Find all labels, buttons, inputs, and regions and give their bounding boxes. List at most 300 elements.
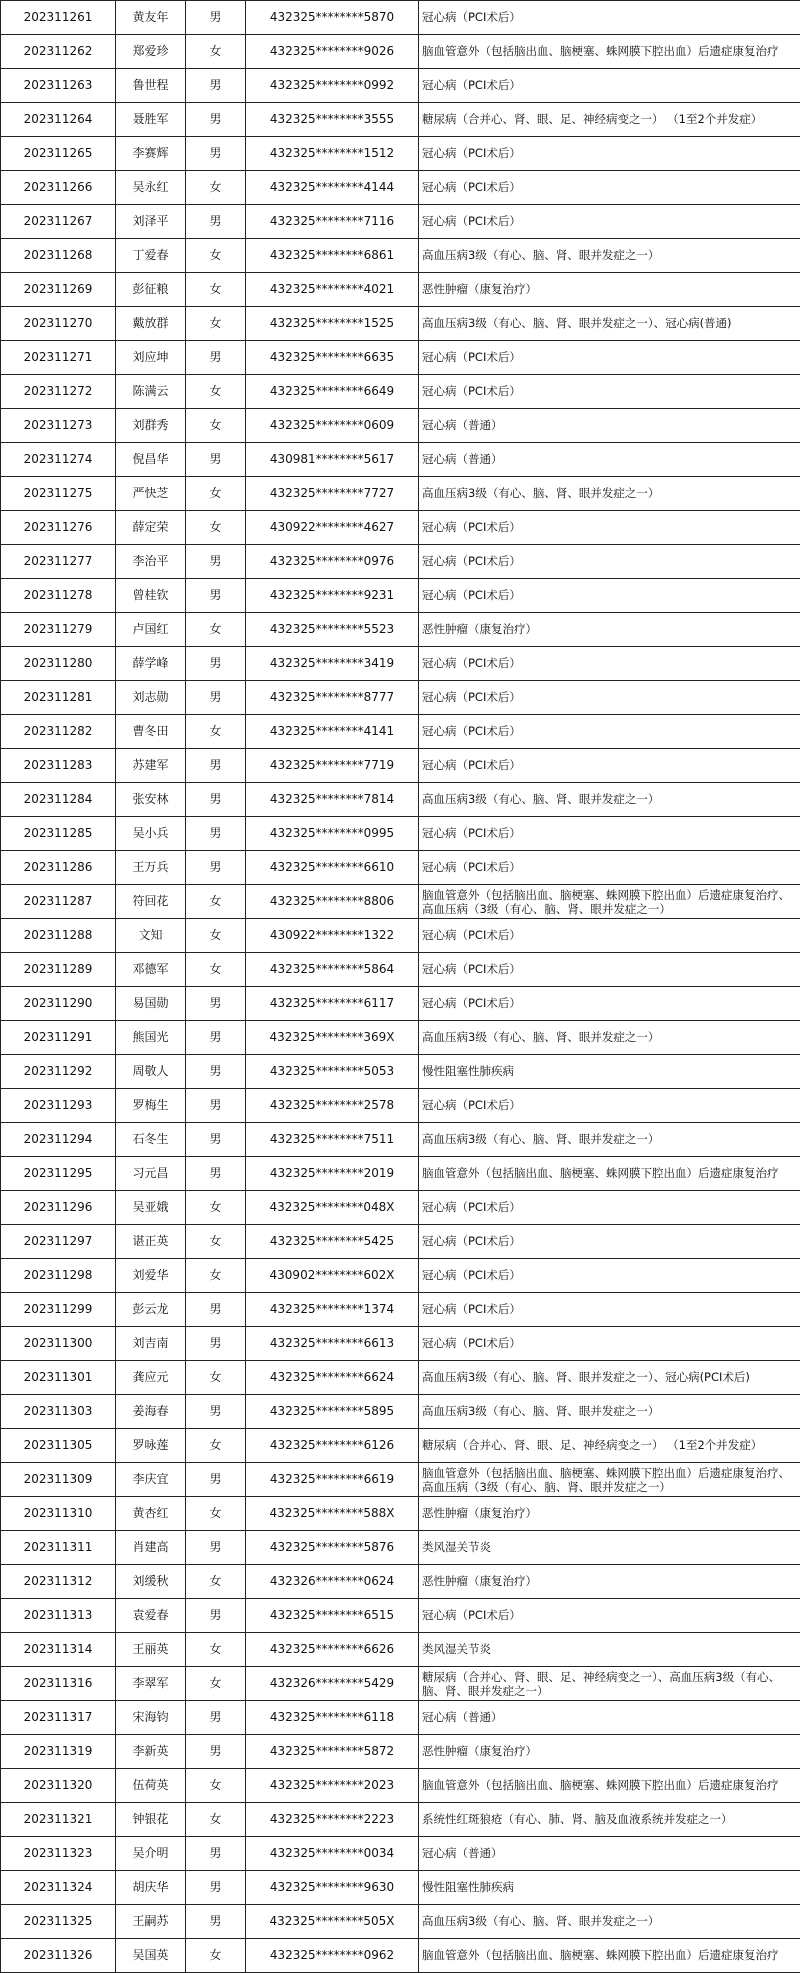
cell-gender: 男: [186, 1871, 246, 1905]
table-row: [1, 1633, 800, 1667]
cell-name: 倪昌华: [116, 443, 186, 477]
cell-disease: 类风湿关节炎: [419, 1633, 800, 1667]
cell-disease: 恶性肿瘤（康复治疗）: [419, 273, 800, 307]
cell-name: 谌正英: [116, 1225, 186, 1259]
cell-number: 202311321: [1, 1803, 116, 1837]
cell-name: 彭征粮: [116, 273, 186, 307]
cell-number: 202311309: [1, 1463, 116, 1497]
cell-name: 黄友年: [116, 1, 186, 35]
cell-number: 202311277: [1, 545, 116, 579]
table-row: [1, 341, 800, 375]
table-row: [1, 273, 800, 307]
cell-name: 文知: [116, 919, 186, 953]
cell-name: 王万兵: [116, 851, 186, 885]
cell-id-card: 432325********7727: [246, 477, 419, 511]
cell-id-card: 432325********6624: [246, 1361, 419, 1395]
cell-disease: 脑血管意外（包括脑出血、脑梗塞、蛛网膜下腔出血）后遗症康复治疗、高血压病（3级（有心、脑、肾、眼并发症之一）: [419, 1463, 800, 1497]
cell-gender: 男: [186, 103, 246, 137]
cell-disease: 冠心病（PCI术后）: [419, 1191, 800, 1225]
cell-disease: 慢性阻塞性肺疾病: [419, 1871, 800, 1905]
cell-disease: 高血压病3级（有心、脑、肾、眼并发症之一）: [419, 1905, 800, 1939]
cell-number: 202311265: [1, 137, 116, 171]
cell-gender: 女: [186, 919, 246, 953]
table-row: [1, 783, 800, 817]
table-row: [1, 137, 800, 171]
cell-id-card: 432325********5870: [246, 1, 419, 35]
cell-name: 丁爱春: [116, 239, 186, 273]
cell-id-card: 432325********6118: [246, 1701, 419, 1735]
cell-id-card: 432325********369X: [246, 1021, 419, 1055]
cell-disease: 高血压病3级（有心、脑、肾、眼并发症之一）: [419, 783, 800, 817]
table-row: [1, 1225, 800, 1259]
cell-number: 202311261: [1, 1, 116, 35]
table-row: [1, 1, 800, 35]
cell-name: 周敬人: [116, 1055, 186, 1089]
cell-disease: 冠心病（PCI术后）: [419, 987, 800, 1021]
table-row: [1, 953, 800, 987]
cell-disease: 恶性肿瘤（康复治疗）: [419, 1497, 800, 1531]
cell-disease: 冠心病（PCI术后）: [419, 1293, 800, 1327]
cell-disease: 冠心病（PCI术后）: [419, 341, 800, 375]
cell-gender: 男: [186, 1, 246, 35]
cell-disease: 冠心病（PCI术后）: [419, 375, 800, 409]
cell-name: 刘吉南: [116, 1327, 186, 1361]
cell-id-card: 432325********3419: [246, 647, 419, 681]
cell-disease: 冠心病（PCI术后）: [419, 579, 800, 613]
table-row: [1, 1667, 800, 1701]
cell-id-card: 432325********5876: [246, 1531, 419, 1565]
table-row: [1, 613, 800, 647]
cell-name: 吴永红: [116, 171, 186, 205]
cell-number: 202311284: [1, 783, 116, 817]
cell-gender: 女: [186, 409, 246, 443]
cell-disease: 冠心病（PCI术后）: [419, 137, 800, 171]
cell-name: 聂胜军: [116, 103, 186, 137]
cell-gender: 女: [186, 171, 246, 205]
cell-name: 王嗣苏: [116, 1905, 186, 1939]
cell-number: 202311303: [1, 1395, 116, 1429]
cell-number: 202311320: [1, 1769, 116, 1803]
cell-id-card: 432325********6613: [246, 1327, 419, 1361]
table-row: [1, 919, 800, 953]
cell-disease: 冠心病（普通）: [419, 443, 800, 477]
cell-id-card: 432325********6861: [246, 239, 419, 273]
table-row: [1, 1531, 800, 1565]
cell-number: 202311326: [1, 1939, 116, 1973]
cell-gender: 男: [186, 545, 246, 579]
cell-id-card: 432325********7511: [246, 1123, 419, 1157]
cell-number: 202311285: [1, 817, 116, 851]
cell-name: 刘泽平: [116, 205, 186, 239]
cell-id-card: 432325********0034: [246, 1837, 419, 1871]
cell-name: 李庆宜: [116, 1463, 186, 1497]
cell-id-card: 432326********0624: [246, 1565, 419, 1599]
cell-number: 202311317: [1, 1701, 116, 1735]
cell-name: 王丽英: [116, 1633, 186, 1667]
cell-gender: 男: [186, 1157, 246, 1191]
cell-number: 202311298: [1, 1259, 116, 1293]
cell-gender: 男: [186, 749, 246, 783]
cell-name: 石冬生: [116, 1123, 186, 1157]
cell-number: 202311291: [1, 1021, 116, 1055]
cell-disease: 糖尿病（合并心、肾、眼、足、神经病变之一） （1至2个并发症）: [419, 103, 800, 137]
table-row: [1, 69, 800, 103]
cell-name: 罗咏莲: [116, 1429, 186, 1463]
cell-number: 202311313: [1, 1599, 116, 1633]
cell-gender: 男: [186, 1089, 246, 1123]
cell-id-card: 432325********7116: [246, 205, 419, 239]
cell-gender: 男: [186, 1293, 246, 1327]
cell-id-card: 432325********6626: [246, 1633, 419, 1667]
table-row: [1, 1905, 800, 1939]
cell-gender: 女: [186, 1361, 246, 1395]
cell-disease: 高血压病3级（有心、脑、肾、眼并发症之一）: [419, 477, 800, 511]
cell-id-card: 432325********7814: [246, 783, 419, 817]
cell-name: 黄杏红: [116, 1497, 186, 1531]
cell-name: 曾桂钦: [116, 579, 186, 613]
cell-number: 202311278: [1, 579, 116, 613]
cell-gender: 男: [186, 205, 246, 239]
cell-gender: 女: [186, 273, 246, 307]
cell-name: 李治平: [116, 545, 186, 579]
table-row: [1, 1769, 800, 1803]
cell-gender: 男: [186, 681, 246, 715]
table-row: [1, 1055, 800, 1089]
cell-gender: 女: [186, 375, 246, 409]
cell-name: 苏建军: [116, 749, 186, 783]
cell-name: 罗梅生: [116, 1089, 186, 1123]
cell-id-card: 432325********5895: [246, 1395, 419, 1429]
cell-gender: 女: [186, 715, 246, 749]
cell-number: 202311286: [1, 851, 116, 885]
cell-number: 202311294: [1, 1123, 116, 1157]
table-row: [1, 749, 800, 783]
cell-gender: 男: [186, 443, 246, 477]
table-row: [1, 375, 800, 409]
table-row: [1, 477, 800, 511]
cell-disease: 冠心病（PCI术后）: [419, 647, 800, 681]
cell-number: 202311299: [1, 1293, 116, 1327]
cell-gender: 女: [186, 1939, 246, 1973]
cell-disease: 冠心病（PCI术后）: [419, 69, 800, 103]
cell-number: 202311271: [1, 341, 116, 375]
cell-id-card: 432325********4144: [246, 171, 419, 205]
cell-id-card: 432325********5523: [246, 613, 419, 647]
cell-id-card: 430922********4627: [246, 511, 419, 545]
cell-id-card: 432325********1512: [246, 137, 419, 171]
cell-disease: 冠心病（PCI术后）: [419, 715, 800, 749]
cell-id-card: 432325********4141: [246, 715, 419, 749]
cell-gender: 男: [186, 1055, 246, 1089]
cell-gender: 男: [186, 1021, 246, 1055]
cell-name: 吴亚娥: [116, 1191, 186, 1225]
cell-gender: 女: [186, 1497, 246, 1531]
cell-disease: 恶性肿瘤（康复治疗）: [419, 1735, 800, 1769]
cell-name: 彭云龙: [116, 1293, 186, 1327]
cell-disease: 恶性肿瘤（康复治疗）: [419, 1565, 800, 1599]
table-row: [1, 1395, 800, 1429]
cell-name: 刘应坤: [116, 341, 186, 375]
cell-id-card: 432325********5864: [246, 953, 419, 987]
table-row: [1, 1157, 800, 1191]
cell-name: 卢国红: [116, 613, 186, 647]
cell-gender: 男: [186, 1735, 246, 1769]
cell-id-card: 432325********5053: [246, 1055, 419, 1089]
cell-id-card: 432325********8777: [246, 681, 419, 715]
cell-number: 202311268: [1, 239, 116, 273]
cell-gender: 女: [186, 1633, 246, 1667]
cell-number: 202311276: [1, 511, 116, 545]
cell-number: 202311274: [1, 443, 116, 477]
cell-name: 刘志勋: [116, 681, 186, 715]
table-row: [1, 1837, 800, 1871]
cell-id-card: 432325********5872: [246, 1735, 419, 1769]
table-row: [1, 1735, 800, 1769]
cell-id-card: 432325********0609: [246, 409, 419, 443]
cell-id-card: 432325********8806: [246, 885, 419, 919]
cell-disease: 糖尿病（合并心、肾、眼、足、神经病变之一）、高血压病3级（有心、脑、肾、眼并发症之一）: [419, 1667, 800, 1701]
cell-disease: 脑血管意外（包括脑出血、脑梗塞、蛛网膜下腔出血）后遗症康复治疗: [419, 1157, 800, 1191]
cell-id-card: 432325********505X: [246, 1905, 419, 1939]
cell-number: 202311288: [1, 919, 116, 953]
cell-disease: 冠心病（PCI术后）: [419, 1089, 800, 1123]
cell-name: 薛学峰: [116, 647, 186, 681]
cell-disease: 冠心病（普通）: [419, 1701, 800, 1735]
cell-number: 202311262: [1, 35, 116, 69]
table-row: [1, 1463, 800, 1497]
cell-name: 姜海春: [116, 1395, 186, 1429]
table-row: [1, 1021, 800, 1055]
cell-id-card: 432325********7719: [246, 749, 419, 783]
cell-number: 202311296: [1, 1191, 116, 1225]
cell-gender: 男: [186, 579, 246, 613]
cell-id-card: 430981********5617: [246, 443, 419, 477]
cell-name: 吴介明: [116, 1837, 186, 1871]
cell-id-card: 432325********1374: [246, 1293, 419, 1327]
table-row: [1, 35, 800, 69]
cell-disease: 高血压病3级（有心、脑、肾、眼并发症之一）、冠心病(普通): [419, 307, 800, 341]
cell-number: 202311311: [1, 1531, 116, 1565]
cell-name: 严快芝: [116, 477, 186, 511]
cell-disease: 脑血管意外（包括脑出血、脑梗塞、蛛网膜下腔出血）后遗症康复治疗: [419, 1769, 800, 1803]
cell-gender: 女: [186, 1259, 246, 1293]
cell-name: 戴放群: [116, 307, 186, 341]
cell-gender: 男: [186, 851, 246, 885]
cell-gender: 女: [186, 307, 246, 341]
cell-name: 易国勋: [116, 987, 186, 1021]
table-row: [1, 171, 800, 205]
table-row: [1, 579, 800, 613]
cell-name: 伍荷英: [116, 1769, 186, 1803]
cell-number: 202311264: [1, 103, 116, 137]
cell-id-card: 432325********5425: [246, 1225, 419, 1259]
table-row: [1, 1803, 800, 1837]
cell-gender: 女: [186, 885, 246, 919]
cell-name: 薛定荣: [116, 511, 186, 545]
cell-disease: 冠心病（PCI术后）: [419, 205, 800, 239]
cell-number: 202311295: [1, 1157, 116, 1191]
cell-id-card: 432325********0992: [246, 69, 419, 103]
table-row: [1, 511, 800, 545]
cell-gender: 女: [186, 1191, 246, 1225]
table-row: [1, 1089, 800, 1123]
cell-id-card: 432325********0976: [246, 545, 419, 579]
cell-number: 202311300: [1, 1327, 116, 1361]
table-row: [1, 239, 800, 273]
cell-gender: 女: [186, 1565, 246, 1599]
cell-number: 202311323: [1, 1837, 116, 1871]
cell-number: 202311270: [1, 307, 116, 341]
cell-disease: 冠心病（PCI术后）: [419, 1599, 800, 1633]
cell-name: 宋海钧: [116, 1701, 186, 1735]
cell-gender: 女: [186, 511, 246, 545]
cell-id-card: 432325********0962: [246, 1939, 419, 1973]
table-row: [1, 1871, 800, 1905]
table-row: [1, 647, 800, 681]
cell-id-card: 432325********9026: [246, 35, 419, 69]
cell-number: 202311263: [1, 69, 116, 103]
cell-gender: 男: [186, 1837, 246, 1871]
cell-name: 陈满云: [116, 375, 186, 409]
cell-gender: 男: [186, 1327, 246, 1361]
cell-number: 202311310: [1, 1497, 116, 1531]
cell-gender: 男: [186, 1531, 246, 1565]
table-row: [1, 1361, 800, 1395]
cell-disease: 冠心病（PCI术后）: [419, 1259, 800, 1293]
table-row: [1, 817, 800, 851]
cell-number: 202311301: [1, 1361, 116, 1395]
cell-disease: 高血压病3级（有心、脑、肾、眼并发症之一）: [419, 239, 800, 273]
cell-gender: 男: [186, 1395, 246, 1429]
cell-disease: 冠心病（PCI术后）: [419, 681, 800, 715]
cell-disease: 糖尿病（合并心、肾、眼、足、神经病变之一） （1至2个并发症）: [419, 1429, 800, 1463]
cell-gender: 男: [186, 783, 246, 817]
cell-number: 202311280: [1, 647, 116, 681]
table-row: [1, 715, 800, 749]
table-row: [1, 851, 800, 885]
cell-disease: 系统性红斑狼疮（有心、肺、肾、脑及血液系统并发症之一）: [419, 1803, 800, 1837]
cell-disease: 高血压病3级（有心、脑、肾、眼并发症之一）: [419, 1123, 800, 1157]
cell-disease: 冠心病（PCI术后）: [419, 851, 800, 885]
cell-name: 肖建高: [116, 1531, 186, 1565]
cell-name: 刘缓秋: [116, 1565, 186, 1599]
table-row: [1, 1701, 800, 1735]
cell-name: 张安林: [116, 783, 186, 817]
cell-gender: 女: [186, 1429, 246, 1463]
cell-id-card: 432325********6126: [246, 1429, 419, 1463]
cell-gender: 男: [186, 1599, 246, 1633]
cell-name: 吴小兵: [116, 817, 186, 851]
cell-disease: 慢性阻塞性肺疾病: [419, 1055, 800, 1089]
cell-id-card: 432325********4021: [246, 273, 419, 307]
cell-number: 202311297: [1, 1225, 116, 1259]
cell-disease: 冠心病（PCI术后）: [419, 545, 800, 579]
cell-id-card: 432325********6117: [246, 987, 419, 1021]
cell-id-card: 430902********602X: [246, 1259, 419, 1293]
cell-gender: 男: [186, 987, 246, 1021]
cell-number: 202311275: [1, 477, 116, 511]
table-row: [1, 681, 800, 715]
cell-gender: 男: [186, 69, 246, 103]
cell-name: 习元昌: [116, 1157, 186, 1191]
cell-number: 202311290: [1, 987, 116, 1021]
cell-disease: 高血压病3级（有心、脑、肾、眼并发症之一）、冠心病(PCI术后): [419, 1361, 800, 1395]
cell-name: 鲁世程: [116, 69, 186, 103]
table-row: [1, 1429, 800, 1463]
cell-gender: 女: [186, 239, 246, 273]
cell-number: 202311324: [1, 1871, 116, 1905]
cell-id-card: 432325********2578: [246, 1089, 419, 1123]
cell-number: 202311272: [1, 375, 116, 409]
cell-name: 刘群秀: [116, 409, 186, 443]
cell-gender: 男: [186, 1701, 246, 1735]
cell-name: 钟银花: [116, 1803, 186, 1837]
cell-id-card: 432325********6649: [246, 375, 419, 409]
cell-number: 202311281: [1, 681, 116, 715]
cell-name: 胡庆华: [116, 1871, 186, 1905]
cell-number: 202311305: [1, 1429, 116, 1463]
cell-id-card: 432325********9630: [246, 1871, 419, 1905]
cell-gender: 女: [186, 1667, 246, 1701]
cell-gender: 男: [186, 341, 246, 375]
table-row: [1, 987, 800, 1021]
table-row: [1, 307, 800, 341]
table-row: [1, 1497, 800, 1531]
cell-id-card: 432325********9231: [246, 579, 419, 613]
cell-name: 李新英: [116, 1735, 186, 1769]
table-row: [1, 545, 800, 579]
table-row: [1, 1939, 800, 1973]
cell-disease: 冠心病（普通）: [419, 409, 800, 443]
cell-id-card: 432325********2223: [246, 1803, 419, 1837]
cell-gender: 女: [186, 953, 246, 987]
cell-gender: 男: [186, 1905, 246, 1939]
cell-id-card: 430922********1322: [246, 919, 419, 953]
cell-gender: 男: [186, 647, 246, 681]
cell-number: 202311293: [1, 1089, 116, 1123]
patient-table-body: [1, 1, 800, 1973]
cell-number: 202311269: [1, 273, 116, 307]
cell-disease: 冠心病（PCI术后）: [419, 817, 800, 851]
table-row: [1, 1191, 800, 1225]
cell-disease: 冠心病（PCI术后）: [419, 749, 800, 783]
cell-id-card: 432325********0995: [246, 817, 419, 851]
table-row: [1, 1293, 800, 1327]
cell-number: 202311279: [1, 613, 116, 647]
cell-name: 邓德军: [116, 953, 186, 987]
cell-gender: 女: [186, 35, 246, 69]
cell-id-card: 432325********3555: [246, 103, 419, 137]
cell-number: 202311266: [1, 171, 116, 205]
cell-number: 202311316: [1, 1667, 116, 1701]
cell-gender: 男: [186, 817, 246, 851]
cell-id-card: 432326********5429: [246, 1667, 419, 1701]
cell-name: 曹冬田: [116, 715, 186, 749]
cell-disease: 冠心病（PCI术后）: [419, 171, 800, 205]
table-row: [1, 205, 800, 239]
cell-name: 龚应元: [116, 1361, 186, 1395]
cell-gender: 女: [186, 1769, 246, 1803]
cell-number: 202311287: [1, 885, 116, 919]
cell-name: 李赛辉: [116, 137, 186, 171]
cell-disease: 高血压病3级（有心、脑、肾、眼并发症之一）: [419, 1021, 800, 1055]
table-row: [1, 409, 800, 443]
cell-disease: 冠心病（PCI术后）: [419, 919, 800, 953]
cell-name: 熊国光: [116, 1021, 186, 1055]
cell-gender: 女: [186, 613, 246, 647]
cell-disease: 类风湿关节炎: [419, 1531, 800, 1565]
cell-name: 袁爱春: [116, 1599, 186, 1633]
